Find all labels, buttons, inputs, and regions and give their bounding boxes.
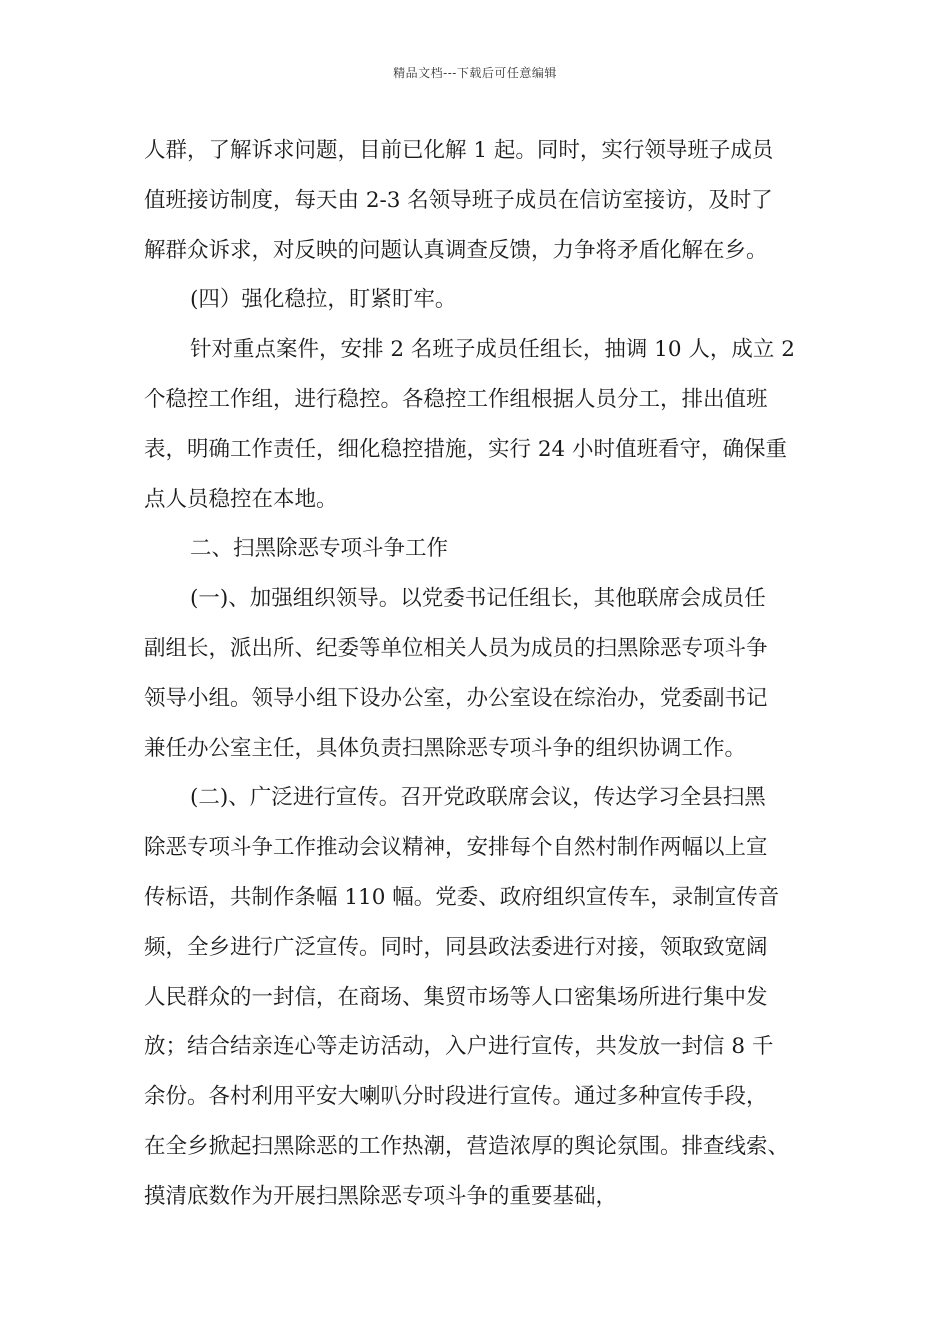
text-line: 人民群众的一封信，在商场、集贸市场等人口密集场所进行集中发 (144, 984, 768, 1010)
text-line: 余份。各村利用平安大喇叭分时段进行宣传。通过多种宣传手段， (144, 1084, 768, 1110)
text-line: 表，明确工作责任，细化稳控措施，实行 24 小时值班看守，确保重 (144, 436, 788, 462)
text-line: 解群众诉求，对反映的问题认真调查反馈，力争将矛盾化解在乡。 (144, 237, 768, 263)
text-line: 针对重点案件，安排 2 名班子成员任组长，抽调 10 人，成立 2 (190, 337, 795, 363)
text-line: 值班接访制度，每天由 2-3 名领导班子成员在信访室接访，及时了 (144, 187, 773, 213)
text-line: 传标语，共制作条幅 110 幅。党委、政府组织宣传车，录制宣传音 (144, 884, 780, 910)
text-line: (二)、广泛进行宣传。召开党政联席会议，传达学习全县扫黑 (190, 785, 766, 811)
text-line: 频，全乡进行广泛宣传。同时，同县政法委进行对接，领取致宽阔 (144, 934, 768, 960)
text-line: 点人员稳控在本地。 (144, 486, 338, 512)
text-line: 人群，了解诉求问题，目前已化解 1 起。同时，实行领导班子成员 (144, 138, 774, 163)
text-line: (一)、加强组织领导。以党委书记任组长，其他联席会成员任 (190, 586, 766, 612)
section-heading: 二、扫黑除恶专项斗争工作 (190, 536, 449, 562)
text-line: 摸清底数作为开展扫黑除恶专项斗争的重要基础， (144, 1183, 618, 1209)
section-heading: (四）强化稳拉，盯紧盯牢。 (190, 287, 457, 313)
text-line: 兼任办公室主任，具体负责扫黑除恶专项斗争的组织协调工作。 (144, 735, 747, 761)
text-line: 除恶专项斗争工作推动会议精神，安排每个自然村制作两幅以上宣 (144, 835, 768, 861)
page-header: 精品文档---下载后可任意编辑 (393, 66, 557, 80)
text-line: 副组长，派出所、纪委等单位相关人员为成员的扫黑除恶专项斗争 (144, 635, 768, 661)
text-line: 个稳控工作组，进行稳控。各稳控工作组根据人员分工，排出值班 (144, 386, 768, 412)
document-body (144, 126, 820, 1222)
text-line: 领导小组。领导小组下设办公室，办公室设在综治办，党委副书记 (144, 685, 768, 711)
text-line: 放；结合结亲连心等走访活动，入户进行宣传，共发放一封信 8 千 (144, 1034, 774, 1060)
text-line: 在全乡掀起扫黑除恶的工作热潮，营造浓厚的舆论氛围。排查线索、 (144, 1133, 790, 1159)
